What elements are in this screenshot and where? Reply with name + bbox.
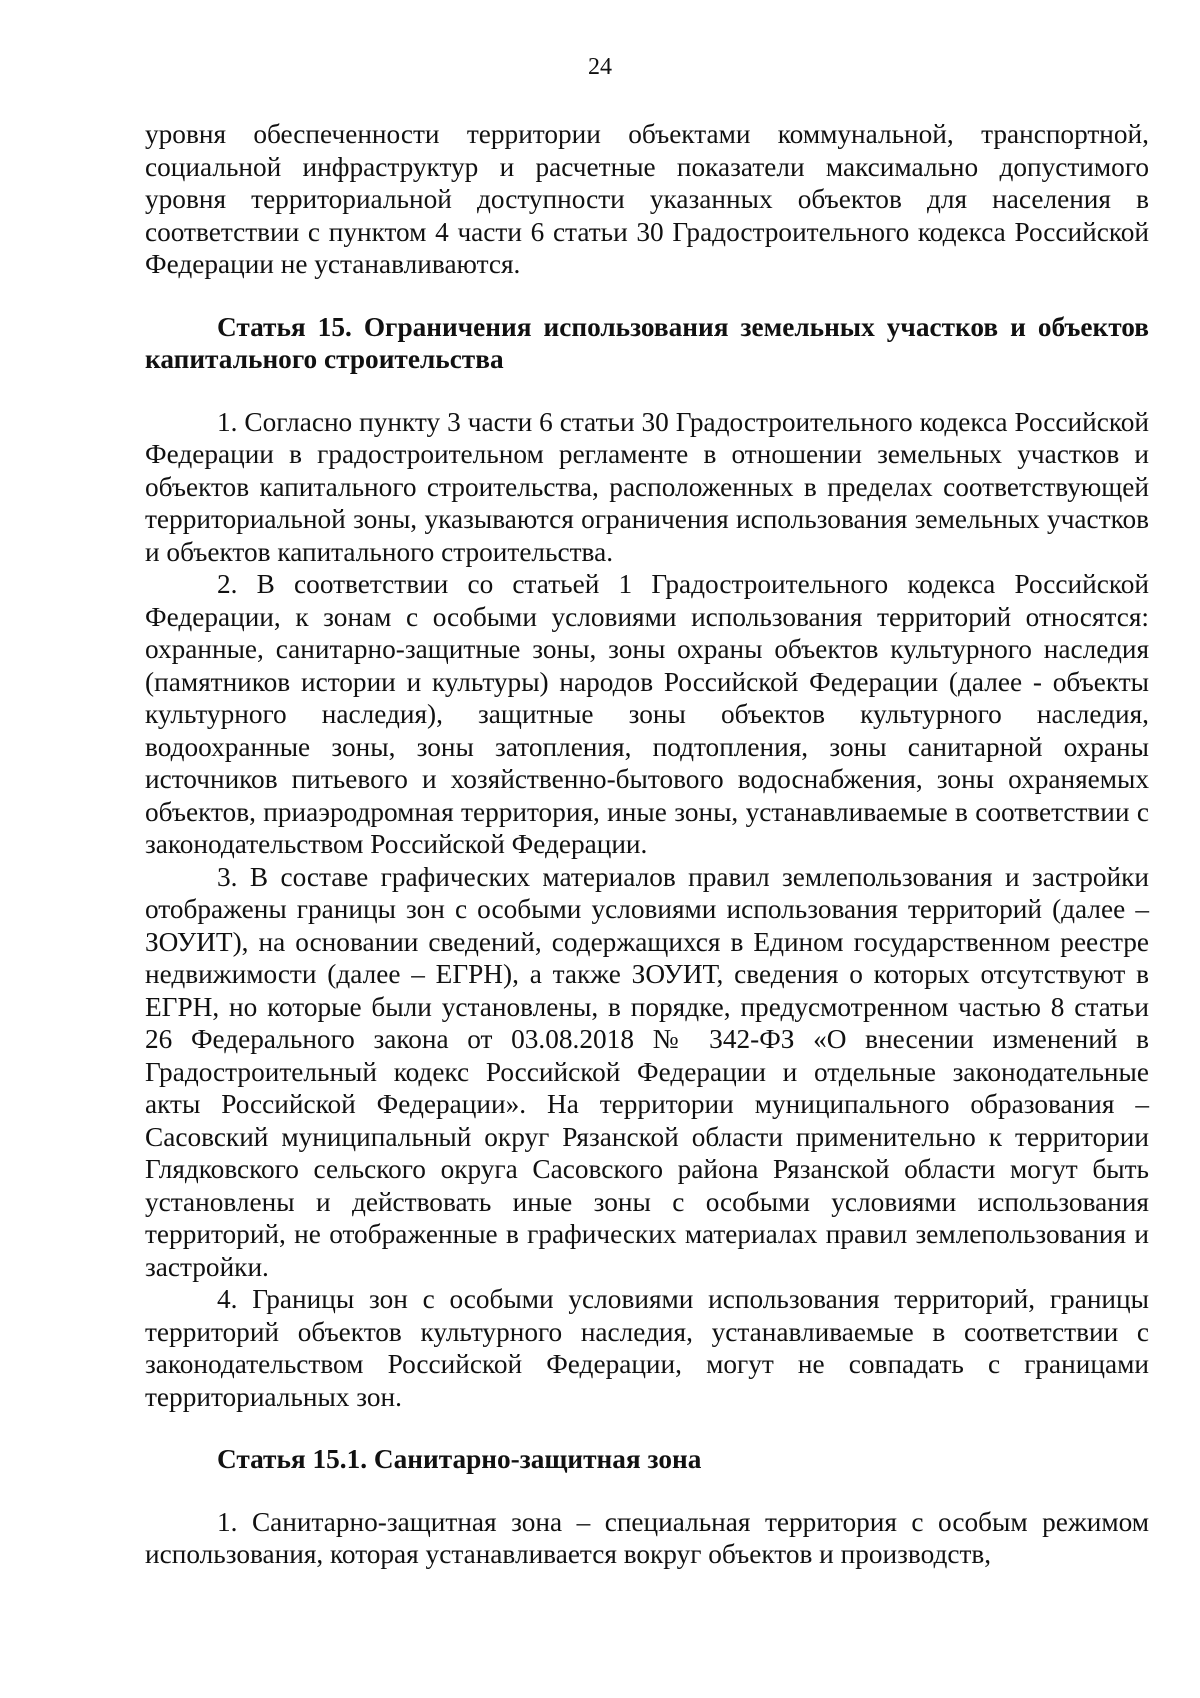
article-15-1-body — [145, 1506, 1149, 1571]
article-15-1-heading: Статья 15.1. Санитарно-защитная зона — [217, 1444, 702, 1474]
article-15-body — [145, 406, 1149, 1414]
article-15-paragraph-4: 4. Границы зон с особыми условиями использования территорий, границы территорий объектов культурного наследия, устанавливаемые в соответствии с законодательством Российской Федерации, могут не совпадать с границами территориальных зон. — [145, 1284, 1149, 1412]
article-15-paragraph-3: 3. В составе графических материалов правил землепользования и застройки отображены границы зон с особыми условиями использования территорий (далее – ЗОУИТ), на основании сведений, содержащихся в Едином государственном реестре недвижимости (далее – ЕГРН), а также ЗОУИТ, сведения о которых отсутствуют в ЕГРН, но которые были установлены, в порядке, предусмотренном частью 8 статьи 26 Федерального закона от 03.08.2018 № 342-ФЗ «О внесении изменений в Градостроительный кодекс Российской Федерации и отдельные законодательные акты Российской Федерации». На территории муниципального образования – Сасовский муниципальный округ Рязанской области применительно к территории Глядковского сельского округа Сасовского района Рязанской области могут быть установлены и действовать иные зоны с особыми условиями использования территорий, не отображенные в графических материалах правил землепользования и застройки. — [145, 861, 1149, 1282]
page-content — [145, 118, 1149, 1571]
article-15-1-paragraph-1: 1. Санитарно-защитная зона – специальная территория с особым режимом использования, которая устанавливается вокруг объектов и производств, — [145, 1506, 1149, 1569]
paragraph-intro: уровня обеспеченности территории объектами коммунальной, транспортной, социальной инфраструктур и расчетные показатели максимально допустимого уровня территориальной доступности указанных объектов для населения в соответствии с пунктом 4 части 6 статьи 30 Градостроительного кодекса Российской Федерации не устанавливаются. — [145, 119, 1149, 279]
article-15-heading: Статья 15. Ограничения использования земельных участков и объектов капитального строительства — [145, 311, 1149, 374]
article-15-paragraph-1: 1. Согласно пункту 3 части 6 статьи 30 Градостроительного кодекса Российской Федерации в градостроительном регламенте в отношении земельных участков и объектов капитального строительства, расположенных в пределах соответствующей территориальной зоны, указываются ограничения использования земельных участков и объектов капитального строительства. — [145, 406, 1149, 567]
page-number: 24 — [588, 54, 612, 80]
article-15-paragraph-2: 2. В соответствии со статьей 1 Градостроительного кодекса Российской Федерации, к зонам с особыми условиями использования территорий относятся: охранные, санитарно-защитные зоны, зоны охраны объектов культурного наследия (памятников истории и культуры) народов Российской Федерации (далее - объекты культурного наследия), защитные зоны объектов культурного наследия, водоохранные зоны, зоны затопления, подтопления, зоны санитарной охраны источников питьевого и хозяйственно-бытового водоснабжения, зоны охраняемых объектов, приаэродромная территория, иные зоны, устанавливаемые в соответствии с законодательством Российской Федерации. — [145, 569, 1149, 859]
